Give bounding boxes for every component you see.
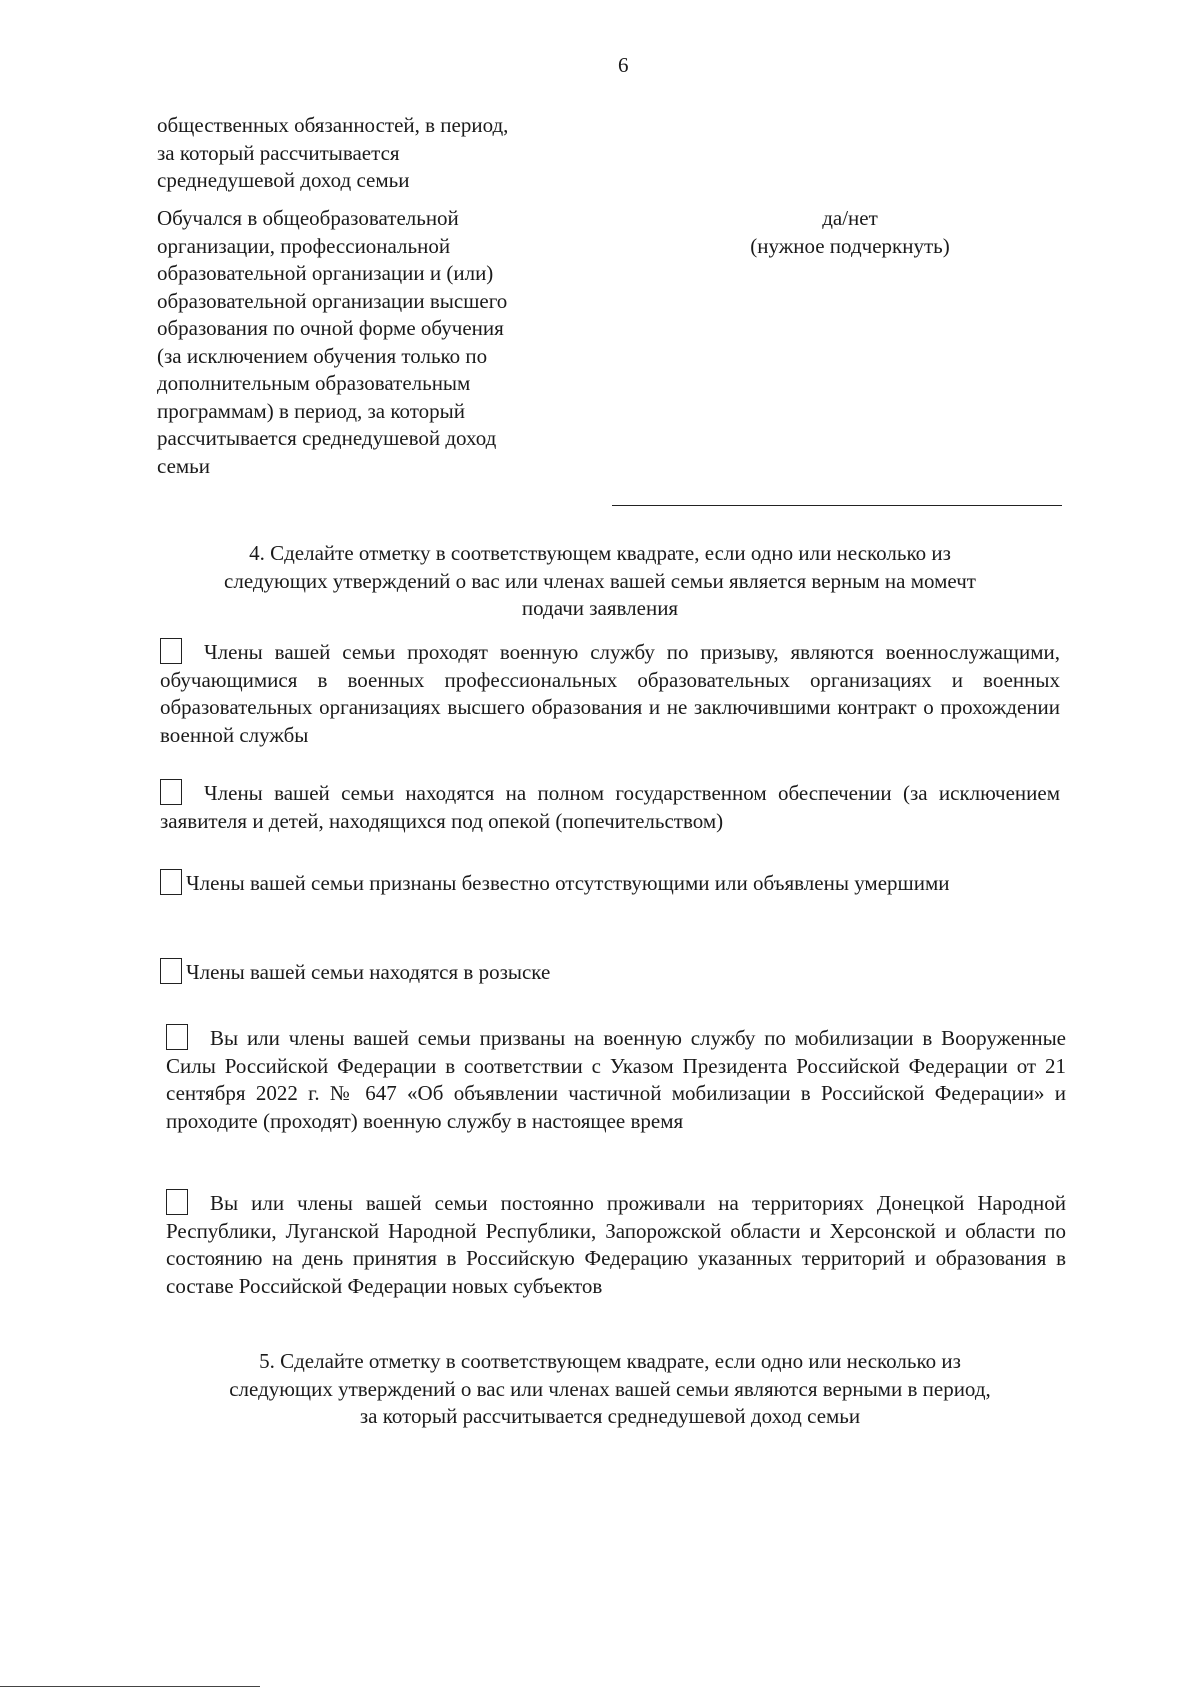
- section4-item-2: [160, 779, 1060, 835]
- section5-heading: 5. Сделайте отметку в соответствующем квадрате, если одно или несколько из следующих утверждений о вас или членах вашей семьи являются верными в период, за который рассчитывается среднедушевой доход семьи: [229, 1349, 991, 1428]
- item-text: Члены вашей семьи находятся в розыске: [186, 960, 551, 984]
- item-text: Вы или члены вашей семьи призваны на военную службу по мобилизации в Вооруженные Силы Российской Федерации в соответствии с Указом Президента Российской Федерации от 21 сентября 2022 г. № 647 «Об объявлении частичной мобилизации в Российской Федерации» и проходите (проходят) военную службу в настоящее время: [166, 1026, 1066, 1133]
- page-number: 6: [618, 53, 629, 77]
- item-text: Члены вашей семьи признаны безвестно отсутствующими или объявлены умершими: [186, 871, 950, 895]
- continuation-text: общественных обязанностей, в период, за который рассчитывается среднедушевой доход семьи: [157, 113, 509, 192]
- section4-item-5: [166, 1024, 1066, 1135]
- section4-item-4: [160, 958, 1060, 987]
- checkbox-state-support[interactable]: [160, 779, 182, 805]
- section4-item-3: [160, 869, 1060, 898]
- item-text: Вы или члены вашей семьи постоянно проживали на территориях Донецкой Народной Республики, Луганской Народной Республики, Запорожской области и Херсонской и области по состоянию на день принятия в Российскую Федерацию указанных территорий и образования в составе Российской Федерации новых субъектов: [166, 1191, 1066, 1298]
- item-text: Члены вашей семьи проходят военную службу по призыву, являются военнослужащими, обучающимися в военных профессиональных образовательных организациях и военных образовательных организациях высшего образования и не заключившими контракт о прохождении военной службы: [160, 640, 1060, 747]
- checkbox-wanted[interactable]: [160, 958, 182, 984]
- checkbox-military-conscription[interactable]: [160, 638, 182, 664]
- study-question-label: Обучался в общеобразовательной организации, профессиональной образовательной организации и (или) образовательной организации высшего образования по очной форме обучения (за исключением обучения только по дополнительным образовательным программам) в период, за который рассчитывается среднедушевой доход семьи: [157, 206, 508, 478]
- checkbox-mobilization[interactable]: [166, 1024, 188, 1050]
- item-text: Члены вашей семьи находятся на полном государственном обеспечении (за исключением заявителя и детей, находящихся под опекой (попечительством): [160, 781, 1060, 833]
- section4-item-6: [166, 1189, 1066, 1300]
- section4-heading: 4. Сделайте отметку в соответствующем квадрате, если одно или несколько из следующих утверждений о вас или членах вашей семьи является верным на момечт подачи заявления: [224, 541, 976, 620]
- study-question-answer[interactable]: да/нет (нужное подчеркнуть): [750, 206, 950, 258]
- section4-item-1: [160, 638, 1060, 749]
- answer-underline: [612, 505, 1062, 506]
- checkbox-new-territories[interactable]: [166, 1189, 188, 1215]
- footer-rule: [0, 1686, 260, 1687]
- checkbox-missing-or-deceased[interactable]: [160, 869, 182, 895]
